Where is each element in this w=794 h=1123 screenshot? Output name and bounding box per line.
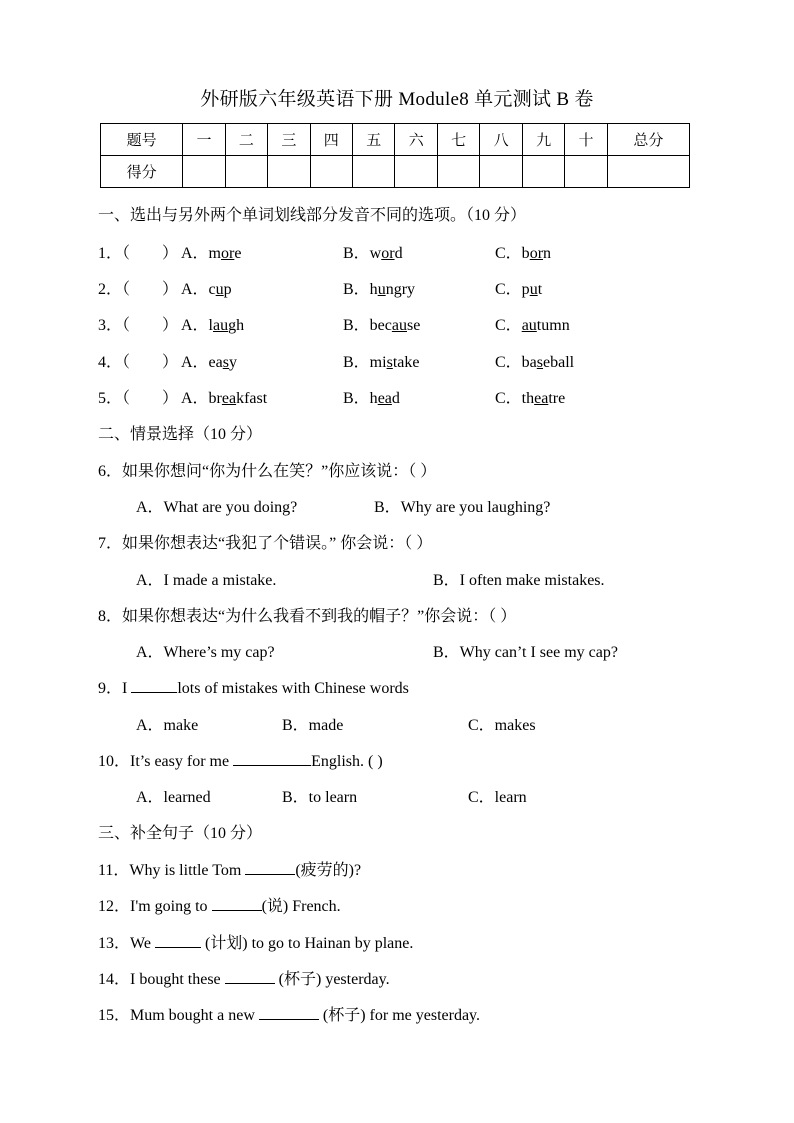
q10-text-post: English. ( ) <box>311 753 383 770</box>
question-11 <box>98 857 361 880</box>
option-text-pre: A．l <box>181 317 214 334</box>
score-empty-cell[interactable] <box>183 156 225 188</box>
question-14 <box>98 966 390 989</box>
score-cell: 总分 <box>607 124 689 156</box>
option-text-pre: B．h <box>343 390 378 407</box>
score-empty-cell[interactable] <box>607 156 689 188</box>
section1-q5-option-b <box>343 385 400 408</box>
score-empty-cell[interactable] <box>353 156 395 188</box>
option-text-pre: C． <box>495 317 522 334</box>
q8-option-b: B．Why can’t I see my cap? <box>433 644 618 661</box>
section1-q4-option-b <box>343 349 419 372</box>
option-text-pre: C．ba <box>495 354 537 371</box>
section1-q2-option-a <box>181 276 232 299</box>
option-text-und: or <box>381 245 395 262</box>
option-text-post: p <box>223 281 232 298</box>
q13-text-post: (计划) to go to Hainan by plane. <box>200 935 414 952</box>
question-7: 7．如果你想表达“我犯了个错误。” 你会说：（ ） <box>98 535 433 552</box>
option-text-pre: A．c <box>181 281 216 298</box>
section1-q4-option-a <box>181 349 237 372</box>
q12-blank[interactable] <box>212 896 262 911</box>
score-cell: 八 <box>480 124 522 156</box>
section1-q2-option-b <box>343 276 415 299</box>
option-text-und: s <box>536 354 544 371</box>
option-text-und: ea <box>377 390 392 407</box>
q9-option-c: C．makes <box>468 717 536 734</box>
option-text-post: tre <box>548 390 566 407</box>
option-text-pre: A．m <box>181 245 222 262</box>
option-text-post: se <box>407 317 421 334</box>
q12-text-pre: 12．I'm going to <box>98 898 212 915</box>
option-text-pre: B．mi <box>343 354 387 371</box>
q14-text-pre: 14．I bought these <box>98 971 225 988</box>
q15-text-post: (杯子) for me yesterday. <box>318 1007 481 1024</box>
section1-question-number: 4．（ ） <box>98 354 179 371</box>
question-8: 8．如果你想表达“为什么我看不到我的帽子？”你会说：（ ） <box>98 608 517 625</box>
option-text-post: d <box>394 245 403 262</box>
score-table-score-row <box>101 156 690 188</box>
q6-option-a: A．What are you doing? <box>136 499 298 516</box>
section1-q1-option-a <box>181 240 241 263</box>
q10-option-b: B．to learn <box>282 789 358 806</box>
option-text-und: au <box>213 317 229 334</box>
q11-text-post: (疲劳的)? <box>295 862 362 879</box>
q14-text-post: (杯子) yesterday. <box>274 971 390 988</box>
question-6: 6．如果你想问“你为什么在笑？”你应该说：（ ） <box>98 463 437 480</box>
q15-text-pre: 15．Mum bought a new <box>98 1007 259 1024</box>
score-table-header-row <box>101 124 690 156</box>
option-text-post: tumn <box>536 317 570 334</box>
section1-q2-option-c <box>495 276 542 299</box>
section1-q3-option-b <box>343 312 420 335</box>
option-text-pre: A．br <box>181 390 222 407</box>
section1-heading: 一、选出与另外两个单词划线部分发音不同的选项。（10 分） <box>98 207 527 224</box>
option-text-und: or <box>529 245 544 262</box>
q11-blank[interactable] <box>245 860 295 875</box>
section1-q1-option-c <box>495 240 551 263</box>
section1-question-number: 1．（ ） <box>98 245 179 262</box>
score-empty-cell[interactable] <box>480 156 522 188</box>
option-text-und: or <box>221 245 235 262</box>
option-text-post: ngry <box>385 281 416 298</box>
question-9 <box>98 675 409 698</box>
option-text-post: take <box>392 354 420 371</box>
q9-text-post: lots of mistakes with Chinese words <box>177 680 409 697</box>
score-cell: 题号 <box>101 124 183 156</box>
option-text-post: gh <box>228 317 245 334</box>
score-empty-cell[interactable] <box>225 156 267 188</box>
q6-option-b: B．Why are you laughing? <box>374 499 551 516</box>
option-text-post: kfast <box>236 390 268 407</box>
option-text-pre: B．bec <box>343 317 392 334</box>
option-text-und: s <box>386 354 393 371</box>
option-text-post: n <box>543 245 552 262</box>
score-table <box>100 123 690 188</box>
question-13 <box>98 930 413 953</box>
score-cell: 一 <box>183 124 225 156</box>
option-text-und: s <box>222 354 229 371</box>
option-text-post: t <box>537 281 543 298</box>
option-text-pre: A．ea <box>181 354 223 371</box>
option-text-und: u <box>529 281 538 298</box>
score-label-cell: 得分 <box>101 156 183 188</box>
score-cell: 六 <box>395 124 437 156</box>
section2-heading: 二、情景选择（10 分） <box>98 426 263 443</box>
q10-blank[interactable] <box>233 751 311 766</box>
score-empty-cell[interactable] <box>395 156 437 188</box>
q12-text-post: (说) French. <box>261 898 341 915</box>
score-cell: 十 <box>565 124 607 156</box>
option-text-pre: B．h <box>343 281 378 298</box>
score-cell: 四 <box>310 124 352 156</box>
score-empty-cell[interactable] <box>565 156 607 188</box>
section1-q5-option-a <box>181 385 267 408</box>
option-text-und: au <box>521 317 537 334</box>
q10-option-c: C．learn <box>468 789 527 806</box>
option-text-und: u <box>377 281 386 298</box>
section1-question-number: 5．（ ） <box>98 390 179 407</box>
score-empty-cell[interactable] <box>268 156 310 188</box>
section1-q4-option-c <box>495 349 574 372</box>
q14-blank[interactable] <box>225 969 275 984</box>
section1-q5-option-c <box>495 385 565 408</box>
section1-q3-option-c <box>495 312 570 335</box>
q7-option-b: B．I often make mistakes. <box>433 572 605 589</box>
page-title: 外研版六年级英语下册 Module8 单元测试 B 卷 <box>200 89 594 110</box>
option-text-und: ea <box>534 390 549 407</box>
q9-option-b: B．made <box>282 717 344 734</box>
option-text-post: y <box>229 354 237 371</box>
q11-text-pre: 11．Why is little Tom <box>98 862 246 879</box>
option-text-post: eball <box>543 354 575 371</box>
score-cell: 九 <box>522 124 564 156</box>
section1-question-number: 3．（ ） <box>98 317 179 334</box>
score-cell: 七 <box>437 124 479 156</box>
option-text-pre: C．th <box>495 390 535 407</box>
q10-text-pre: 10．It’s easy for me <box>98 753 234 770</box>
question-15 <box>98 1002 480 1025</box>
score-empty-cell[interactable] <box>522 156 564 188</box>
q15-blank[interactable] <box>259 1005 319 1020</box>
option-text-und: ea <box>221 390 237 407</box>
section1-q3-option-a <box>181 312 244 335</box>
q10-option-a: A．learned <box>136 789 211 806</box>
option-text-pre: B．w <box>343 245 382 262</box>
score-empty-cell[interactable] <box>310 156 352 188</box>
score-cell: 二 <box>225 124 267 156</box>
section1-question-number: 2．（ ） <box>98 281 179 298</box>
score-cell: 三 <box>268 124 310 156</box>
q8-option-a: A．Where’s my cap? <box>136 644 275 661</box>
section3-heading: 三、补全句子（10 分） <box>98 825 263 842</box>
option-text-pre: C．b <box>495 245 530 262</box>
question-10 <box>98 748 383 771</box>
question-12 <box>98 893 341 916</box>
option-text-post: d <box>391 390 400 407</box>
q9-text-pre: 9．I <box>98 680 132 697</box>
q13-text-pre: 13．We <box>98 935 155 952</box>
q13-blank[interactable] <box>155 933 201 948</box>
section1-q1-option-b <box>343 240 403 263</box>
option-text-und: au <box>391 317 407 334</box>
q7-option-a: A．I made a mistake. <box>136 572 277 589</box>
q9-blank[interactable] <box>131 678 177 693</box>
score-cell: 五 <box>353 124 395 156</box>
score-empty-cell[interactable] <box>437 156 479 188</box>
option-text-pre: C．p <box>495 281 530 298</box>
q9-option-a: A．make <box>136 717 199 734</box>
option-text-und: u <box>215 281 224 298</box>
option-text-post: e <box>234 245 242 262</box>
